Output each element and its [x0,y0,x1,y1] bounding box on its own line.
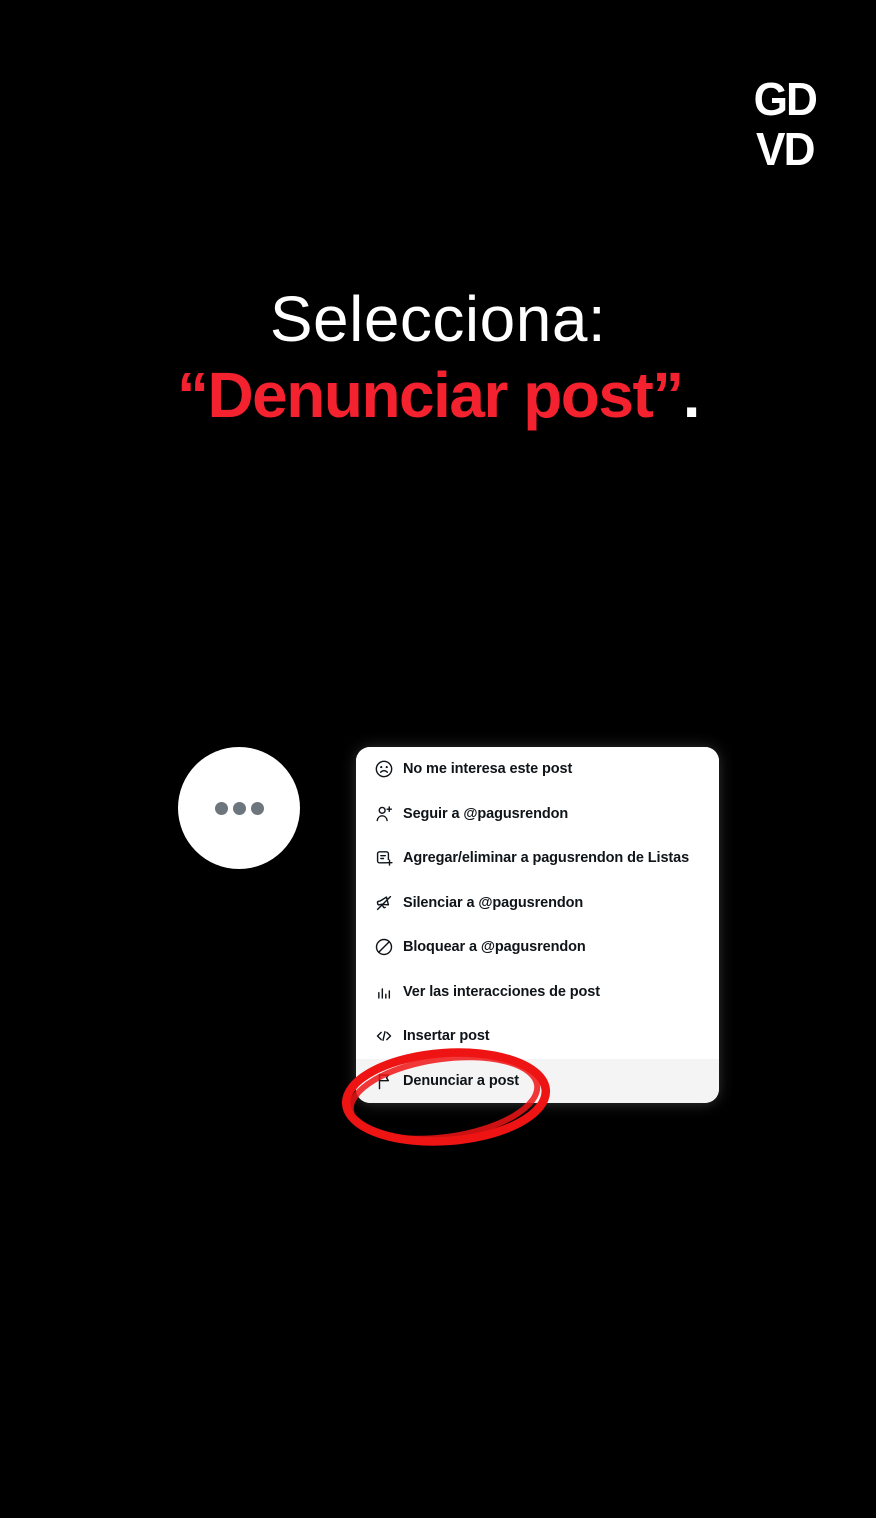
mute-icon [374,893,394,913]
menu-item-label: No me interesa este post [403,761,573,778]
menu-item-label: Silenciar a @pagusrendon [403,894,584,911]
list-add-icon [374,848,394,868]
menu-item-label: Bloquear a @pagusrendon [403,939,586,956]
menu-item-engagements[interactable] [356,970,719,1015]
ellipsis-icon [251,802,264,815]
logo-line-2: VD [756,123,814,175]
menu-item-label: Seguir a @pagusrendon [403,805,569,822]
menu-item-label: Denunciar a post [403,1072,520,1089]
gdvd-logo [754,74,816,174]
menu-item-mute[interactable] [356,881,719,926]
menu-item-label: Insertar post [403,1028,490,1045]
more-options-button[interactable] [178,747,300,869]
menu-item-not-interested[interactable] [356,747,719,792]
chart-icon [374,982,394,1002]
title-line-1: Selecciona: [269,283,607,355]
title-period: . [682,359,700,431]
frown-icon [374,759,394,779]
post-context-menu [356,747,719,1103]
block-icon [374,937,394,957]
menu-item-label: Ver las interacciones de post [403,983,600,1000]
flag-icon [374,1071,394,1091]
user-plus-icon [374,804,394,824]
menu-item-lists[interactable] [356,836,719,881]
menu-item-block[interactable] [356,925,719,970]
ellipsis-icon [215,802,228,815]
ellipsis-icon [233,802,246,815]
logo-line-1: GD [753,73,816,125]
title-line-2 [0,357,876,433]
page-title [0,281,876,433]
menu-item-label: Agregar/eliminar a pagusrendon de Listas [403,850,690,867]
title-accent-text: “Denunciar post” [176,359,683,431]
menu-item-embed[interactable] [356,1014,719,1059]
menu-item-report[interactable] [356,1059,719,1104]
menu-item-follow[interactable] [356,792,719,837]
code-icon [374,1026,394,1046]
